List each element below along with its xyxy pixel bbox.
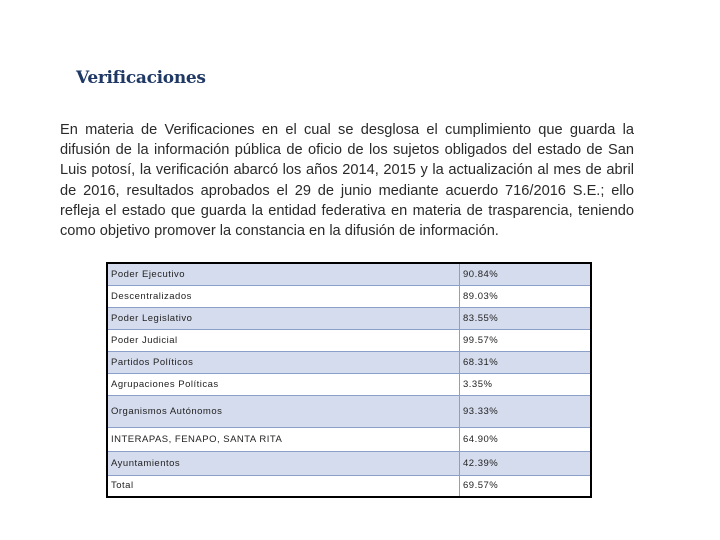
row-label: INTERAPAS, FENAPO, SANTA RITA <box>107 427 460 451</box>
row-label: Partidos Políticos <box>107 351 460 373</box>
row-label: Agrupaciones Políticas <box>107 373 460 395</box>
row-label: Descentralizados <box>107 285 460 307</box>
row-value: 89.03% <box>460 285 592 307</box>
row-value: 69.57% <box>460 475 592 497</box>
table-row <box>107 285 591 307</box>
table-row <box>107 351 591 373</box>
row-value: 42.39% <box>460 451 592 475</box>
row-value: 99.57% <box>460 329 592 351</box>
table-row <box>107 475 591 497</box>
row-value: 90.84% <box>460 263 592 285</box>
row-label: Organismos Autónomos <box>107 395 460 427</box>
table-row <box>107 395 591 427</box>
table-row <box>107 427 591 451</box>
row-label: Total <box>107 475 460 497</box>
row-value: 3.35% <box>460 373 592 395</box>
intro-paragraph: En materia de Verificaciones en el cual se desglosa el cumplimiento que guarda la difusión de la información pública de oficio de los sujetos obligados del estado de San Luis potosí, la verificación abarcó los años 2014, 2015 y la actualización al mes de abril de 2016, resultados aprobados el 29 de junio mediante acuerdo 716/2016 S.E.; ello refleja el estado que guarda la entidad federativa en materia de trasparencia, teniendo como objetivo promover la constancia en la difusión de información. <box>60 122 634 240</box>
row-label: Poder Judicial <box>107 329 460 351</box>
row-value: 64.90% <box>460 427 592 451</box>
row-label: Poder Legislativo <box>107 307 460 329</box>
page-title: Verificaciones <box>76 68 206 88</box>
verification-table <box>106 262 592 498</box>
table-row <box>107 307 591 329</box>
table-row <box>107 451 591 475</box>
row-label: Poder Ejecutivo <box>107 263 460 285</box>
table-row <box>107 263 591 285</box>
table-row <box>107 329 591 351</box>
row-value: 93.33% <box>460 395 592 427</box>
row-label: Ayuntamientos <box>107 451 460 475</box>
table-row <box>107 373 591 395</box>
row-value: 68.31% <box>460 351 592 373</box>
row-value: 83.55% <box>460 307 592 329</box>
